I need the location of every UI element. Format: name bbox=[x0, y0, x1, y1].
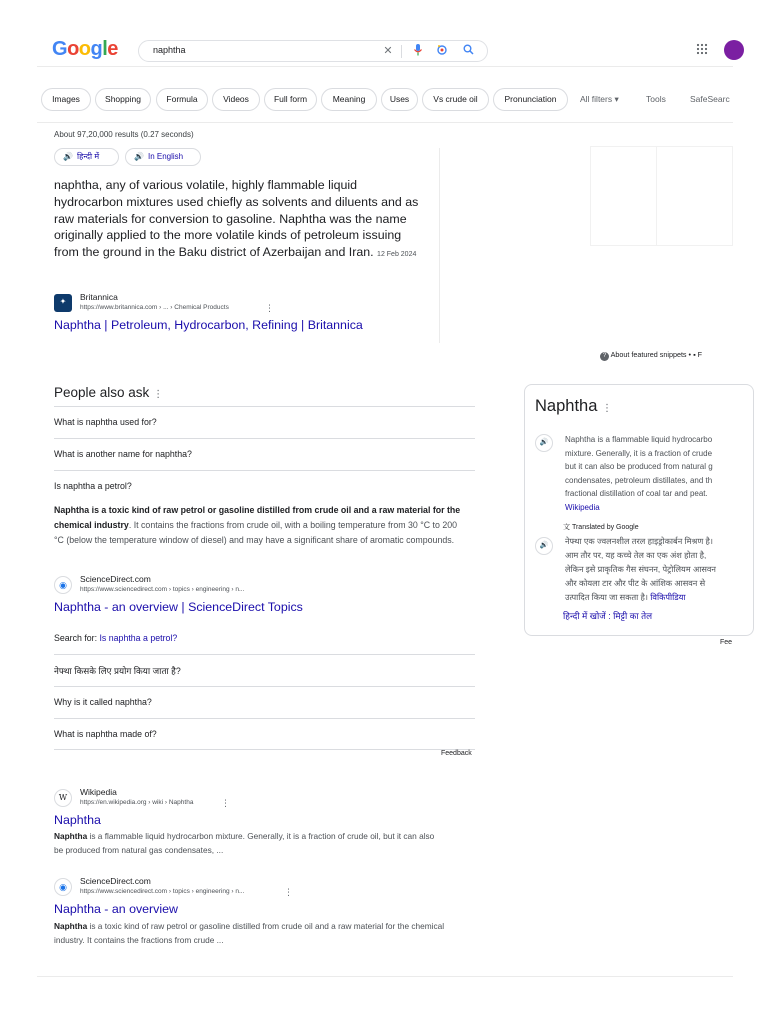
sciencedirect-favicon: ◉ bbox=[54, 878, 72, 896]
about-featured-snippets[interactable]: ? About featured snippets • ▪ F bbox=[600, 350, 702, 361]
result-title[interactable]: Naphtha - an overview bbox=[54, 902, 178, 916]
paa-divider bbox=[54, 749, 475, 750]
chip-formula[interactable]: Formula bbox=[156, 88, 208, 111]
tools-button[interactable]: Tools bbox=[646, 94, 666, 104]
result-site-name: ScienceDirect.com bbox=[80, 876, 151, 886]
translate-icon: 文 bbox=[563, 524, 570, 531]
paa-question[interactable]: What is naphtha made of? bbox=[54, 718, 475, 750]
paa-answer: Naphtha is a toxic kind of raw petrol or gasoline distilled from crude oil and a raw material for the chemical industry. It contains the fractions from crude oil, with a boiling temperature from 30 °C to 200 °C (below the temperature window of diesel) and may have a significant share of aromatic compounds. bbox=[54, 505, 461, 545]
kp-title: Naphtha ⋮ bbox=[535, 397, 612, 415]
chip-pronunciation[interactable]: Pronunciation bbox=[493, 88, 568, 111]
snippet-site-url[interactable]: https://www.britannica.com › ... › Chemical Products bbox=[80, 304, 229, 311]
search-input[interactable]: naphtha bbox=[153, 45, 186, 55]
kp-translated: 文 Translated by Google bbox=[563, 524, 639, 531]
result-snippet: Naphtha is a flammable liquid hydrocarbon mixture. Generally, it is a fraction of crude oil, but it can also be produced from natural gas condensates, ... bbox=[54, 831, 435, 855]
paa-question[interactable]: What is another name for naphtha? bbox=[54, 438, 475, 470]
answer-link[interactable]: Naphtha - an overview | ScienceDirect Topics bbox=[54, 600, 303, 614]
image-divider bbox=[656, 146, 657, 246]
result-title[interactable]: Naphtha bbox=[54, 813, 101, 827]
footer-divider bbox=[37, 976, 733, 977]
paa-question[interactable]: नेफ्था किसके लिए प्रयोग किया जाता है? bbox=[54, 654, 475, 686]
search-icon[interactable] bbox=[461, 44, 475, 58]
more-options-icon[interactable]: ⋮ bbox=[284, 887, 293, 897]
more-options-icon[interactable]: ⋮ bbox=[221, 798, 230, 808]
more-options-icon[interactable]: ⋮ bbox=[601, 403, 612, 414]
snippet-link[interactable]: Naphtha | Petroleum, Hydrocarbon, Refining | Britannica bbox=[54, 318, 363, 332]
header-divider bbox=[37, 66, 733, 67]
mic-icon[interactable] bbox=[411, 44, 425, 58]
result-snippet: Naphtha is a toxic kind of raw petrol or gasoline distilled from crude oil and a raw material for the chemical industry. It contains the fractions from crude ... bbox=[54, 921, 445, 945]
english-button[interactable]: 🔊 In English bbox=[125, 148, 201, 166]
result-site-url[interactable]: https://www.sciencedirect.com › topics › engineering › n... bbox=[80, 888, 245, 895]
hindi-button[interactable]: 🔊 हिन्दी में bbox=[54, 148, 119, 166]
all-filters-button[interactable]: All filters ▾ bbox=[580, 94, 619, 104]
search-for[interactable]: Search for: Is naphtha a petrol? bbox=[54, 633, 178, 643]
paa-feedback[interactable]: Feedback bbox=[441, 750, 472, 757]
paa-question[interactable]: Why is it called naphtha? bbox=[54, 686, 475, 718]
speaker-icon[interactable]: 🔊 bbox=[535, 537, 553, 555]
paa-title: People also ask ⋮ bbox=[54, 385, 164, 400]
kp-hindi-description: नेफ्था एक ज्वलनशील तरल हाइड्रोकार्बन मिश्रण है। आम तौर पर, यह कच्चे तेल का एक अंश होता है, लेकिन इसे प्राकृतिक गैस संघनन, पेट्रोलियम आसवन और कोयला टार और पीट के आंशिक आसवन से उत्पादित किया जा सकता है। विकिपीडिया bbox=[565, 537, 716, 602]
chip-shopping[interactable]: Shopping bbox=[95, 88, 151, 111]
more-options-icon[interactable]: ⋮ bbox=[153, 389, 164, 400]
chip-full-form[interactable]: Full form bbox=[264, 88, 317, 111]
result-site-name: Wikipedia bbox=[80, 787, 117, 797]
kp-description: Naphtha is a flammable liquid hydrocarbo mixture. Generally, it is a fraction of crude but it can also be produced from natural g condensates, petroleum distillates, and th fractional distillation of coal tar and peat. Wikipedia bbox=[565, 433, 735, 515]
divider bbox=[401, 45, 402, 58]
help-icon: ? bbox=[600, 352, 609, 361]
speaker-icon[interactable]: 🔊 bbox=[535, 434, 553, 452]
answer-site-url[interactable]: https://www.sciencedirect.com › topics › engineering › n... bbox=[80, 586, 245, 593]
speaker-icon: 🔊 bbox=[63, 152, 73, 161]
kp-wikipedia-link[interactable]: Wikipedia bbox=[565, 502, 600, 512]
wikipedia-favicon: W bbox=[54, 789, 72, 807]
snippet-divider bbox=[439, 148, 440, 343]
kp-hindi-wiki-link[interactable]: विकिपीडिया bbox=[650, 593, 686, 602]
britannica-favicon: ✦ bbox=[54, 294, 72, 312]
speaker-icon: 🔊 bbox=[134, 152, 144, 161]
kp-feedback[interactable]: Fee bbox=[720, 639, 733, 646]
more-options-icon[interactable]: ⋮ bbox=[265, 303, 274, 313]
close-icon[interactable]: ✕ bbox=[383, 45, 393, 57]
result-site-url[interactable]: https://en.wikipedia.org › wiki › Naphtha bbox=[80, 799, 194, 806]
snippet-site-name: Britannica bbox=[80, 292, 118, 302]
google-logo[interactable]: Google bbox=[52, 38, 118, 60]
chip-images[interactable]: Images bbox=[41, 88, 91, 111]
snippet-image[interactable] bbox=[590, 146, 733, 246]
paa-question[interactable]: What is naphtha used for? bbox=[54, 406, 475, 438]
avatar[interactable] bbox=[724, 40, 744, 60]
snippet-date: 12 Feb 2024 bbox=[377, 251, 417, 259]
answer-site-name: ScienceDirect.com bbox=[80, 574, 151, 584]
search-box[interactable] bbox=[138, 40, 488, 62]
chip-meaning[interactable]: Meaning bbox=[321, 88, 377, 111]
feedback-icon: ▪ bbox=[693, 350, 696, 359]
kp-hindi-search[interactable]: हिन्दी में खोजें : मिट्टी का तेल bbox=[563, 611, 653, 621]
apps-icon[interactable] bbox=[696, 43, 708, 58]
paa-question-expanded[interactable]: Is naphtha a petrol? bbox=[54, 470, 475, 502]
featured-snippet-text: naphtha, any of various volatile, highly flammable liquid hydrocarbon mixtures used chiefly as solvents and diluents and as raw materials for conversion to gasoline. Naphtha was the name originally applied to the more volatile kinds of petroleum issuing from the ground in the Baku district of Azerbaijan and Iran. 12 Feb 2024 bbox=[54, 178, 419, 260]
chips-divider bbox=[37, 122, 733, 123]
chevron-down-icon: ▾ bbox=[614, 94, 619, 104]
chip-uses[interactable]: Uses bbox=[381, 88, 418, 111]
result-stats: About 97,20,000 results (0.27 seconds) bbox=[54, 130, 194, 139]
chip-vs-crude-oil[interactable]: Vs crude oil bbox=[422, 88, 489, 111]
sciencedirect-favicon: ◉ bbox=[54, 576, 72, 594]
chip-videos[interactable]: Videos bbox=[212, 88, 260, 111]
lens-icon[interactable] bbox=[435, 44, 449, 58]
safesearch-button[interactable]: SafeSearc bbox=[690, 94, 730, 104]
